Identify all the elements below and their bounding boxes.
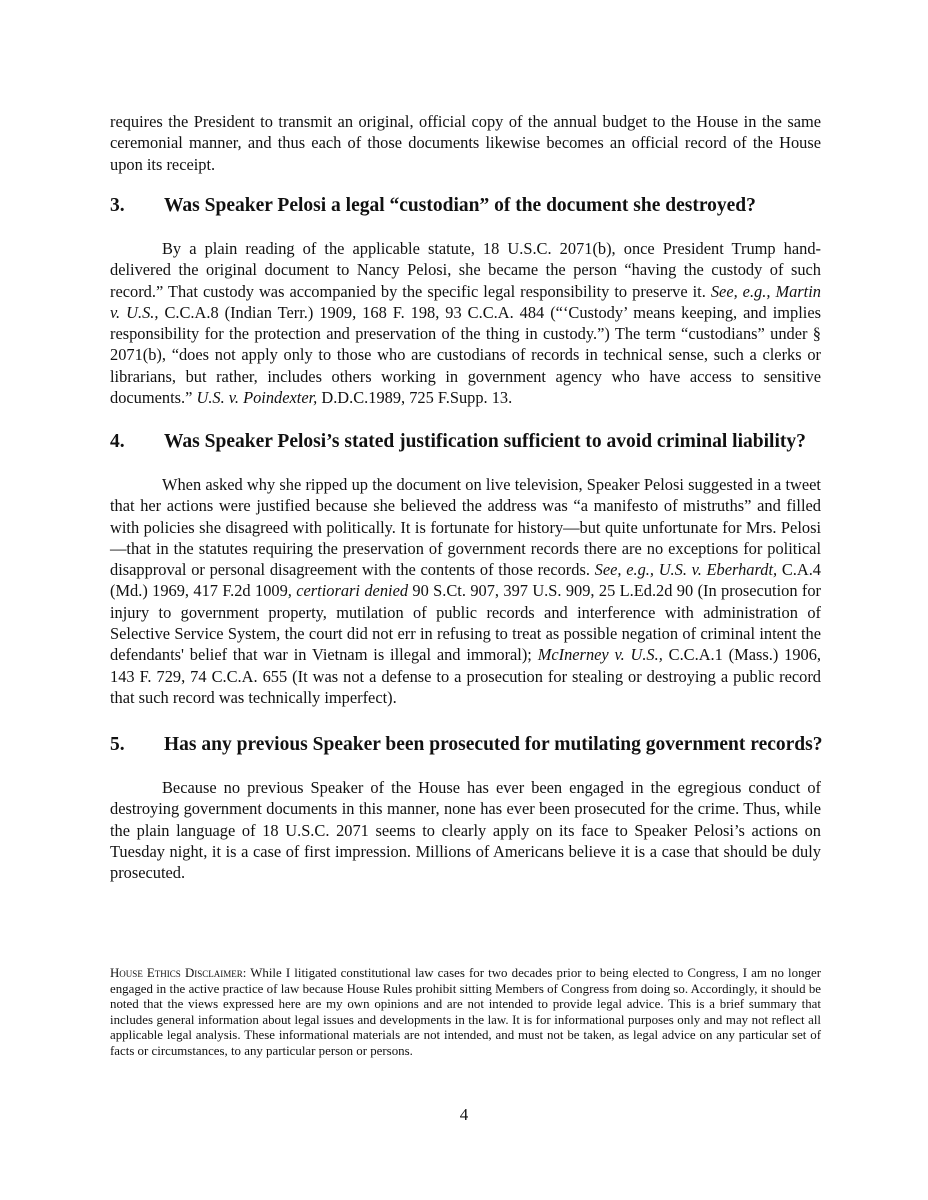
section-number: 4. bbox=[110, 431, 125, 452]
section-5-body bbox=[110, 777, 821, 883]
body-text: C.C.A.8 (Indian Terr.) 1909 bbox=[158, 302, 353, 322]
body-text: D.D.C.1989, 725 F.Supp. 13. bbox=[317, 388, 513, 408]
body-text: By a plain reading of the applicable statute, 18 U.S.C. 2071(b), once President Trump hand-delivered the original document to Nancy Pelosi, she became the person “having the custody of such record.” That custody was accompanied by the specific legal responsibility to preserve it. bbox=[110, 239, 821, 301]
section-5-heading bbox=[110, 733, 821, 757]
section-paragraph bbox=[110, 238, 821, 408]
case-citation: U.S. v. Poindexter, bbox=[196, 388, 318, 408]
section-title: Has any previous Speaker been prosecuted for mutilating government records? bbox=[164, 734, 823, 755]
body-text: C.A.4 (Md.) 1969, 417 F.2d 1009 bbox=[110, 560, 821, 601]
disclaimer-text: : While I litigated constitutional law cases for two decades prior to being elected to Congress, I am no longer engaged in the active practice of law because House Rules prohibit sitting Members of Congress from doing so. Accordingly, it should be noted that the views expressed here are my own opinions and are not intended to provide legal advice. This is a brief summary that includes general information about legal issues and developments in the law. It is for informational purposes only and may not reflect all applicable legal analysis. These informational materials are not intended, and must not be taken, as legal advice on any particular set of facts or circumstances, to any particular person or persons. bbox=[110, 966, 821, 1058]
section-4-body bbox=[110, 474, 821, 708]
intro-paragraph-block bbox=[110, 111, 821, 175]
section-paragraph bbox=[110, 474, 821, 708]
case-citation: See, e.g., U.S. v. Eberhardt, bbox=[594, 560, 778, 580]
section-paragraph bbox=[110, 777, 821, 883]
body-text: 90 S.Ct. 907, 397 U.S. 909, 25 L.Ed.2d 90 (In prosecution for injury to government property, mutilation of public records and interference with administration of Selective Service System, the court did not err in refusing to treat as possible negation of criminal intent the defendants' belief that war in Vietnam is illegal and immoral); bbox=[110, 581, 821, 665]
body-text: 168 F. 198, 93 C.C.A. 484 (“‘Custody’ means keeping, and implies responsibility for the protection and preservation of the thing in custody.”) The term “custodians” under § 2071(b), “does not apply only to those who are custodians of records in technical sense, such a clerks or librarians, but rather, includes others working in government agency who have access to sensitive documents.” bbox=[110, 302, 821, 408]
section-4-heading bbox=[110, 430, 821, 454]
section-title: Was Speaker Pelosi a legal “custodian” of the document she destroyed? bbox=[164, 195, 756, 216]
intro-paragraph: requires the President to transmit an original, official copy of the annual budget to the House in the same ceremonial manner, and thus each of those documents likewise becomes an official record of the House upon its receipt. bbox=[110, 112, 821, 174]
case-citation: See, e.g., Martin v. U.S., bbox=[110, 281, 821, 322]
citation-punct: , bbox=[352, 302, 357, 322]
body-text: When asked why she ripped up the document on live television, Speaker Pelosi suggested in a tweet that her actions were justified because she believed the address was “a manifesto of mistruths” and filled with policies she disagreed with politically. It is fortunate for history—but quite unfortunate for Mrs. Pelosi—that in the statutes requiring the preservation of government records there are no exceptions for political disapproval or personal disagreement with the contents of those records. bbox=[110, 475, 821, 580]
body-text: Because no previous Speaker of the House has ever been engaged in the egregious conduct of destroying government documents in this manner, none has ever been prosecuted for the crime. Thus, while the plain language of 18 U.S.C. 2071 seems to clearly apply on its face to Speaker Pelosi’s actions on Tuesday night, it is a case of first impression. Millions of Americans believe it is a case that should be duly prosecuted. bbox=[110, 778, 821, 883]
page-number: 4 bbox=[459, 1105, 469, 1124]
section-title: Was Speaker Pelosi’s stated justification sufficient to avoid criminal liability? bbox=[164, 431, 806, 452]
section-3-heading bbox=[110, 194, 821, 218]
disclaimer-label: House Ethics Disclaimer bbox=[110, 966, 243, 980]
section-number: 3. bbox=[110, 195, 125, 216]
section-3-body bbox=[110, 238, 821, 408]
ethics-disclaimer bbox=[110, 966, 821, 1060]
disclaimer-paragraph bbox=[110, 966, 821, 1060]
section-number: 5. bbox=[110, 734, 125, 755]
body-text: C.C.A.1 (Mass.) 1906, 143 F. 729, 74 C.C.A. 655 (It was not a defense to a prosecution for stealing or destroying a public record that such record was technically imperfect). bbox=[110, 645, 821, 707]
case-citation: , certiorari denied bbox=[287, 581, 409, 601]
case-citation: McInerney v. U.S., bbox=[537, 645, 663, 665]
